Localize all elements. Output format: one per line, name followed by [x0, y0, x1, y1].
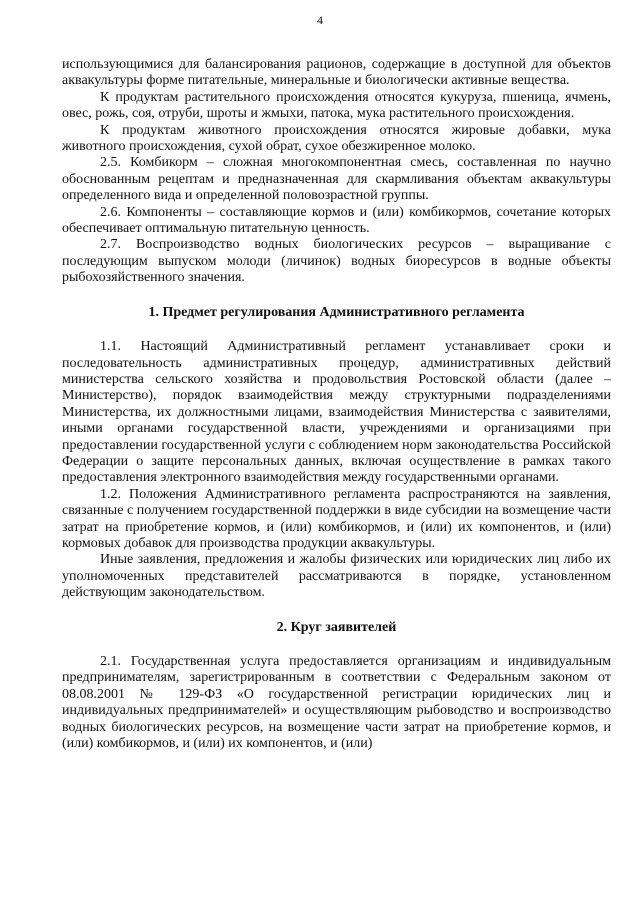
- paragraph: 2.7. Воспроизводство водных биологических ресурсов – выращивание с последующим выпуском молоди (личинок) водных биоресурсов в водные объекты рыбохозяйственного значения.: [62, 237, 611, 286]
- paragraph: 1.2. Положения Административного регламента распространяются на заявления, связанные с получением государственной поддержки в виде субсидии на возмещение части затрат на приобретение кормов, и (или) комбикормов, и (или) их компонентов, и (или) кормовых добавок для производства продукции аквакультуры.: [62, 486, 611, 551]
- paragraph: использующимися для балансирования рационов, содержащие в доступной для объектов аквакультуры форме питательные, минеральные и биологически активные вещества.: [62, 57, 611, 89]
- document-body: [62, 57, 611, 752]
- paragraph: К продуктам животного происхождения относятся жировые добавки, мука животного происхождения, сухой обрат, сухое обезжиренное молоко.: [62, 122, 611, 155]
- paragraph: 2.5. Комбикорм – сложная многокомпонентная смесь, составленная по научно обоснованным рецептам и предназначенная для скармливания объектам аквакультуры определенного вида и определенной половозрастной группы.: [62, 155, 611, 204]
- paragraph: Иные заявления, предложения и жалобы физических или юридических лиц либо их уполномоченных представителей рассматриваются в порядке, установленном действующим законодательством.: [62, 552, 611, 601]
- paragraph: К продуктам растительного происхождения относятся кукуруза, пшеница, ячмень, овес, рожь, соя, отруби, шроты и жмыхи, патока, мука растительного происхождения.: [62, 89, 611, 122]
- paragraph: 2.1. Государственная услуга предоставляется организациям и индивидуальным предпринимателям, зарегистрированным в соответствии с Федеральным законом от 08.08.2001 № 129-ФЗ «О государственной регистрации юридических лиц и индивидуальных предпринимателей» и осуществляющим рыбоводство и воспроизводство водных биологических ресурсов, на возмещение части затрат на приобретение кормов, и (или) комбикормов, и (или) их компонентов, и (или): [62, 654, 611, 752]
- paragraph: 1.1. Настоящий Административный регламент устанавливает сроки и последовательность административных процедур, административных действий министерства сельского хозяйства и продовольствия Ростовской области (далее – Министерство), порядок взаимодействия между структурными подразделениями Министерства, их должностными лицами, взаимодействия Министерства с заявителями, иными органами государственной власти, учреждениями и организациями при предоставлении государственной услуги с соблюдением норм законодательства Российской Федерации о защите персональных данных, включая осуществление в рамках такого предоставления электронного взаимодействия между государственными органами.: [62, 339, 611, 486]
- section-heading: 1. Предмет регулирования Административного регламента: [148, 304, 525, 320]
- paragraph: 2.6. Компоненты – составляющие кормов и (или) комбикормов, сочетание которых обеспечивает оптимальную питательную ценность.: [62, 204, 611, 237]
- section-heading: 2. Круг заявителей: [276, 619, 397, 635]
- page-number: 4: [317, 13, 323, 27]
